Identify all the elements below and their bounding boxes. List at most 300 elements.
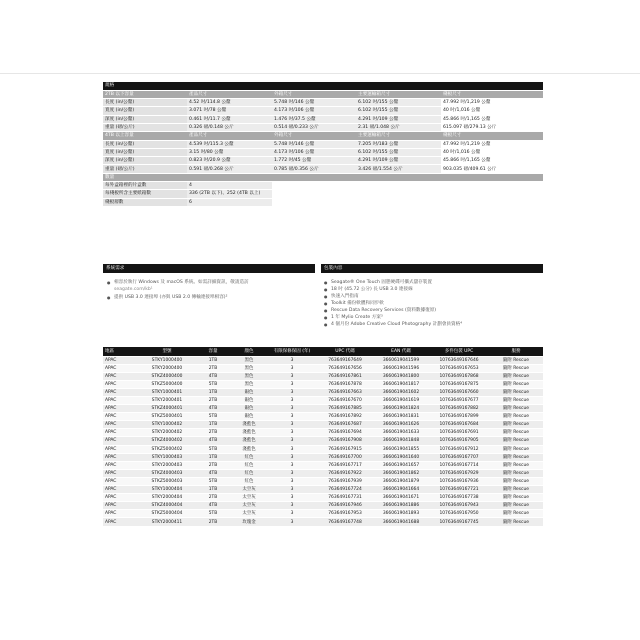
- product-column-header: 有限保修保固 (年): [267, 347, 317, 356]
- product-cell: 10763649167868: [429, 372, 489, 380]
- product-cell: 3: [267, 461, 317, 469]
- spec-row-label: 重量 (磅/公斤): [103, 165, 187, 173]
- product-cell: STKY2000403: [139, 461, 195, 469]
- box-content-text: 快速入門指南: [331, 294, 359, 299]
- product-cell: STKZ5000404: [139, 510, 195, 518]
- product-column-header: 多件包裝 UPC: [429, 347, 489, 356]
- table-row: [103, 510, 543, 518]
- product-cell: 3: [267, 421, 317, 429]
- product-cell: 3660619041602: [373, 388, 429, 396]
- product-cell: 3: [267, 494, 317, 502]
- product-cell: APAC: [103, 388, 139, 396]
- product-cell: 763649167656: [317, 364, 373, 372]
- table-row: [103, 364, 543, 372]
- table-row: [103, 421, 543, 429]
- product-cell: STKY1000404: [139, 486, 195, 494]
- product-cell: 黑色: [231, 364, 267, 372]
- product-cell: 3660619041596: [373, 364, 429, 372]
- product-cell: 10763649167721: [429, 486, 489, 494]
- product-cell: APAC: [103, 372, 139, 380]
- product-cell: 隨附 Rescue: [489, 396, 543, 404]
- product-cell: 3: [267, 413, 317, 421]
- product-cell: 隨附 Rescue: [489, 453, 543, 461]
- bullet-icon: ●: [107, 280, 111, 285]
- spec-row: [103, 115, 543, 123]
- table-row: [103, 518, 543, 526]
- product-cell: 5TB: [195, 477, 231, 485]
- product-cell: 3: [267, 477, 317, 485]
- spec-row: [103, 148, 543, 156]
- spec-cell: 4.173 吋/106 公釐: [272, 148, 356, 156]
- product-cell: 3660619041886: [373, 502, 429, 510]
- box-contents-list: [323, 280, 541, 329]
- product-column-header: EAN 代碼: [373, 347, 429, 356]
- spec-section-small-label: 2TB 以下容量: [103, 90, 187, 98]
- product-cell: 2TB: [195, 518, 231, 526]
- table-row: [103, 461, 543, 469]
- spec-cell: 6.102 吋/155 公釐: [356, 99, 441, 107]
- product-cell: APAC: [103, 405, 139, 413]
- product-cell: 3: [267, 518, 317, 526]
- bullet-icon: ●: [107, 295, 111, 300]
- spec-cell: 2.31 磅/1.048 公斤: [356, 123, 441, 131]
- product-cell: 3: [267, 388, 317, 396]
- product-cell: 4TB: [195, 437, 231, 445]
- table-row: [103, 437, 543, 445]
- product-cell: APAC: [103, 469, 139, 477]
- product-cell: STKY1000401: [139, 388, 195, 396]
- spec-cell: 4.539 吋/115.3 公釐: [187, 140, 272, 148]
- spec-cell: 3.15 吋/80 公釐: [187, 148, 272, 156]
- spec-column-header: 主要運輸箱尺寸: [356, 90, 441, 98]
- product-cell: 銀色: [231, 396, 267, 404]
- product-cell: 2TB: [195, 494, 231, 502]
- box-content-item: [323, 294, 541, 301]
- product-cell: 隨附 Rescue: [489, 372, 543, 380]
- system-requirements-heading: 系統需求: [103, 264, 315, 273]
- product-cell: STKZ5000403: [139, 477, 195, 485]
- product-cell: 隨附 Rescue: [489, 477, 543, 485]
- system-requirement-link: seagate.com/kb¹: [114, 286, 153, 292]
- spec-row-label: 每外盒箱裡的片盒數: [103, 182, 187, 190]
- product-cell: 3: [267, 502, 317, 510]
- product-cell: 3660619041688: [373, 518, 429, 526]
- product-cell: 10763649167714: [429, 461, 489, 469]
- product-cell: 太空灰: [231, 510, 267, 518]
- spec-row-label: 重量 (磅/公斤): [103, 123, 187, 131]
- table-row: [103, 372, 543, 380]
- product-cell: 10763649167905: [429, 437, 489, 445]
- product-cell: APAC: [103, 380, 139, 388]
- product-cell: STKY1000402: [139, 421, 195, 429]
- product-cell: APAC: [103, 364, 139, 372]
- product-cell: 太空灰: [231, 486, 267, 494]
- product-cell: 4TB: [195, 502, 231, 510]
- product-cell: 隨附 Rescue: [489, 380, 543, 388]
- product-cell: STKZ5000400: [139, 380, 195, 388]
- product-cell: 10763649167882: [429, 405, 489, 413]
- product-cell: 3: [267, 486, 317, 494]
- product-cell: APAC: [103, 356, 139, 364]
- product-cell: 3660619041800: [373, 372, 429, 380]
- box-content-item: [323, 322, 541, 329]
- spec-bulk-row: [103, 190, 543, 198]
- product-cell: APAC: [103, 413, 139, 421]
- product-column-header: UPC 代碼: [317, 347, 373, 356]
- product-cell: 1TB: [195, 388, 231, 396]
- product-cell: STKZ4000403: [139, 469, 195, 477]
- product-cell: 763649167953: [317, 510, 373, 518]
- product-cell: 10763649167738: [429, 494, 489, 502]
- product-cell: STKZ4000402: [139, 437, 195, 445]
- spec-cell: 4.291 吋/109 公釐: [356, 115, 441, 123]
- product-cell: 3: [267, 372, 317, 380]
- product-cell: 763649167946: [317, 502, 373, 510]
- product-cell: 紅色: [231, 477, 267, 485]
- spec-cell: 0.326 磅/0.148 公斤: [187, 123, 272, 131]
- spec-row-label: 深度 (in/公釐): [103, 157, 187, 165]
- product-cell: APAC: [103, 453, 139, 461]
- product-cell: 10763649167646: [429, 356, 489, 364]
- spec-cell: 4: [187, 182, 272, 190]
- spec-cell: 4.291 吋/109 公釐: [356, 157, 441, 165]
- product-cell: 5TB: [195, 510, 231, 518]
- product-cell: APAC: [103, 421, 139, 429]
- spec-cell: 4.52 吋/114.8 公釐: [187, 99, 272, 107]
- product-cell: 3660619041671: [373, 494, 429, 502]
- product-cell: 763649167731: [317, 494, 373, 502]
- product-cell: STKZ5000401: [139, 413, 195, 421]
- product-cell: APAC: [103, 494, 139, 502]
- product-cell: STKZ4000404: [139, 502, 195, 510]
- product-cell: APAC: [103, 518, 139, 526]
- product-cell: 10763649167899: [429, 413, 489, 421]
- product-cell: 3: [267, 429, 317, 437]
- product-cell: 763649167878: [317, 380, 373, 388]
- product-cell: 763649167724: [317, 486, 373, 494]
- spec-cell: 336 (2TB 以下)、252 (4TB 以上): [187, 190, 272, 198]
- box-content-item: [323, 315, 541, 322]
- product-cell: 10763649167677: [429, 396, 489, 404]
- table-row: [103, 429, 543, 437]
- spec-cell: 7.205 吋/183 公釐: [356, 140, 441, 148]
- box-content-item: [323, 287, 541, 294]
- spec-row-label: 長度 (in/公釐): [103, 99, 187, 107]
- product-cell: 隨附 Rescue: [489, 445, 543, 453]
- spec-cell: 0.823 吋/20.9 公釐: [187, 157, 272, 165]
- product-cell: 10763649167936: [429, 477, 489, 485]
- product-cell: 3660619041824: [373, 405, 429, 413]
- spec-bulk-section-label: 數量: [103, 173, 543, 181]
- product-cell: 10763649167745: [429, 518, 489, 526]
- product-cell: 3660619041817: [373, 380, 429, 388]
- product-cell: 2TB: [195, 461, 231, 469]
- product-cell: 隨附 Rescue: [489, 437, 543, 445]
- spec-bulk-section: [103, 173, 543, 181]
- product-cell: APAC: [103, 461, 139, 469]
- box-content-text: Rescue Data Recovery Services (資料數據復原): [331, 308, 437, 313]
- system-requirement-text: 相容於執行 Windows 及 macOS 系統。如需詳細資訊，敬請造訪: [114, 280, 249, 285]
- product-cell: 隨附 Rescue: [489, 469, 543, 477]
- product-cell: 3660619041640: [373, 453, 429, 461]
- product-cell: 763649167908: [317, 437, 373, 445]
- product-cell: 763649167663: [317, 388, 373, 396]
- product-cell: 10763649167691: [429, 429, 489, 437]
- product-cell: 3: [267, 510, 317, 518]
- product-cell: 3: [267, 356, 317, 364]
- spec-bulk-row: [103, 182, 543, 190]
- box-content-item: [323, 280, 541, 287]
- product-cell: 1TB: [195, 356, 231, 364]
- spec-row-label: 深度 (in/公釐): [103, 115, 187, 123]
- spec-column-header: 外箱尺寸: [272, 90, 356, 98]
- table-row: [103, 477, 543, 485]
- product-cell: 紅色: [231, 453, 267, 461]
- spec-cell: 615.097 磅/279.13 公斤: [441, 123, 543, 131]
- spec-section-small: [103, 90, 543, 98]
- product-cell: 玫瑰金: [231, 518, 267, 526]
- product-cell: 隨附 Rescue: [489, 494, 543, 502]
- box-content-text: Seagate® One Touch 固態硬碟可攜式儲存裝置: [331, 280, 432, 285]
- product-cell: 3660619041879: [373, 477, 429, 485]
- product-cell: 隨附 Rescue: [489, 486, 543, 494]
- spec-column-header: 主要運輸箱尺寸: [356, 132, 441, 140]
- table-row: [103, 494, 543, 502]
- product-cell: 3: [267, 396, 317, 404]
- product-cell: 2TB: [195, 429, 231, 437]
- product-cell: 黑色: [231, 356, 267, 364]
- box-content-item: [323, 301, 541, 308]
- spec-column-header: 棧板尺寸: [441, 132, 543, 140]
- spec-cell: 0.461 吋/11.7 公釐: [187, 115, 272, 123]
- product-cell: STKZ5000402: [139, 445, 195, 453]
- top-divider: [0, 73, 640, 74]
- product-column-header: 容量: [195, 347, 231, 356]
- spec-table: [103, 82, 543, 207]
- product-cell: 3: [267, 469, 317, 477]
- product-cell: 銀色: [231, 388, 267, 396]
- product-cell: STKY2000402: [139, 429, 195, 437]
- spec-section-large-label: 4TB 以上容量: [103, 132, 187, 140]
- product-cell: 3660619041664: [373, 486, 429, 494]
- product-cell: 5TB: [195, 380, 231, 388]
- table-row: [103, 469, 543, 477]
- product-cell: 3660619041619: [373, 396, 429, 404]
- spec-title-label: 規格: [103, 82, 543, 90]
- product-cell: STKZ4000401: [139, 405, 195, 413]
- spec-cell: 5.748 吋/146 公釐: [272, 140, 356, 148]
- product-cell: 隨附 Rescue: [489, 429, 543, 437]
- spec-column-header: 產品尺寸: [187, 90, 272, 98]
- spec-row-label: 棧板層數: [103, 198, 187, 206]
- spec-row: [103, 157, 543, 165]
- product-cell: 10763649167912: [429, 445, 489, 453]
- spec-column-header: 外箱尺寸: [272, 132, 356, 140]
- bullet-icon: ●: [324, 308, 328, 313]
- product-cell: 10763649167943: [429, 502, 489, 510]
- spec-cell: 40 吋/1,016 公釐: [441, 148, 543, 156]
- product-cell: 3: [267, 445, 317, 453]
- product-column-header: 顏色: [231, 347, 267, 356]
- spec-cell: 1.476 吋/37.5 公釐: [272, 115, 356, 123]
- product-table: [103, 347, 543, 526]
- product-cell: 10763649167875: [429, 380, 489, 388]
- product-cell: 763649167922: [317, 469, 373, 477]
- spec-cell: 47.992 吋/1,219 公釐: [441, 140, 543, 148]
- product-cell: 5TB: [195, 413, 231, 421]
- product-cell: 763649167717: [317, 461, 373, 469]
- product-cell: STKY1000403: [139, 453, 195, 461]
- product-cell: 3660619041893: [373, 510, 429, 518]
- product-cell: 隨附 Rescue: [489, 356, 543, 364]
- product-cell: 1TB: [195, 421, 231, 429]
- product-cell: STKY2000400: [139, 364, 195, 372]
- spec-row-label: 每棧板所含主要紙箱數: [103, 190, 187, 198]
- bullet-icon: ●: [324, 301, 328, 306]
- spec-cell: 45.866 吋/1,165 公釐: [441, 115, 543, 123]
- table-row: [103, 445, 543, 453]
- table-row: [103, 388, 543, 396]
- product-cell: 銀色: [231, 405, 267, 413]
- spec-title: [103, 82, 543, 90]
- bullet-icon: ●: [324, 315, 328, 320]
- product-cell: 3660619041657: [373, 461, 429, 469]
- table-row: [103, 502, 543, 510]
- spec-empty-cell: [272, 182, 543, 190]
- spec-empty-cell: [272, 198, 543, 206]
- product-cell: APAC: [103, 396, 139, 404]
- product-cell: 3: [267, 405, 317, 413]
- bullet-icon: ●: [324, 294, 328, 299]
- spec-cell: 47.992 吋/1,219 公釐: [441, 99, 543, 107]
- product-cell: 隨附 Rescue: [489, 364, 543, 372]
- spec-cell: 4.173 吋/106 公釐: [272, 107, 356, 115]
- product-cell: 隨附 Rescue: [489, 461, 543, 469]
- table-row: [103, 356, 543, 364]
- product-cell: 1TB: [195, 486, 231, 494]
- product-cell: 10763649167929: [429, 469, 489, 477]
- system-requirements-list: [106, 280, 312, 304]
- product-cell: 4TB: [195, 469, 231, 477]
- product-cell: 黑色: [231, 380, 267, 388]
- product-cell: 3: [267, 364, 317, 372]
- table-row: [103, 413, 543, 421]
- product-cell: STKY2000404: [139, 494, 195, 502]
- spec-row: [103, 99, 543, 107]
- product-cell: 2TB: [195, 364, 231, 372]
- product-cell: 10763649167660: [429, 388, 489, 396]
- product-cell: STKY2000401: [139, 396, 195, 404]
- product-column-header: 型號: [139, 347, 195, 356]
- product-cell: APAC: [103, 510, 139, 518]
- box-content-text: 18 吋 (45.72 公分) 長 USB 3.0 連接線: [331, 287, 413, 292]
- product-cell: 淺藍色: [231, 429, 267, 437]
- spec-cell: 40 吋/1,016 公釐: [441, 107, 543, 115]
- product-cell: 淺藍色: [231, 421, 267, 429]
- spec-row: [103, 123, 543, 131]
- product-cell: STKY1000400: [139, 356, 195, 364]
- product-cell: 3660619041633: [373, 429, 429, 437]
- table-row: [103, 453, 543, 461]
- spec-row: [103, 165, 543, 173]
- product-cell: 10763649167684: [429, 421, 489, 429]
- spec-column-header: 棧板尺寸: [441, 90, 543, 98]
- product-cell: 3: [267, 380, 317, 388]
- product-cell: 3660619041848: [373, 437, 429, 445]
- product-cell: 763649167687: [317, 421, 373, 429]
- table-row: [103, 405, 543, 413]
- product-cell: 2TB: [195, 396, 231, 404]
- product-cell: APAC: [103, 445, 139, 453]
- product-cell: 763649167670: [317, 396, 373, 404]
- spec-cell: 6.102 吋/155 公釐: [356, 148, 441, 156]
- product-cell: 隨附 Rescue: [489, 421, 543, 429]
- product-cell: APAC: [103, 502, 139, 510]
- product-cell: 763649167939: [317, 477, 373, 485]
- spec-row: [103, 107, 543, 115]
- product-cell: STKY2000411: [139, 518, 195, 526]
- spec-cell: 6: [187, 198, 272, 206]
- product-cell: 3660619041831: [373, 413, 429, 421]
- product-cell: 3: [267, 453, 317, 461]
- spec-column-header: 產品尺寸: [187, 132, 272, 140]
- spec-cell: 3.426 磅/1.554 公斤: [356, 165, 441, 173]
- box-content-item: [323, 308, 541, 315]
- product-cell: 紅色: [231, 469, 267, 477]
- spec-cell: 5.748 吋/146 公釐: [272, 99, 356, 107]
- product-cell: 4TB: [195, 372, 231, 380]
- spec-cell: 3.071 吋/78 公釐: [187, 107, 272, 115]
- product-cell: 10763649167707: [429, 453, 489, 461]
- product-column-header: 服務: [489, 347, 543, 356]
- spec-section-large: [103, 132, 543, 140]
- product-cell: APAC: [103, 437, 139, 445]
- product-cell: 隨附 Rescue: [489, 502, 543, 510]
- table-row: [103, 396, 543, 404]
- spec-row-label: 長度 (in/公釐): [103, 140, 187, 148]
- spec-row: [103, 140, 543, 148]
- bullet-icon: ●: [324, 322, 328, 327]
- product-cell: 銀色: [231, 413, 267, 421]
- product-cell: 隨附 Rescue: [489, 413, 543, 421]
- product-cell: 3660619041862: [373, 469, 429, 477]
- product-cell: 10763649167950: [429, 510, 489, 518]
- product-cell: 763649167861: [317, 372, 373, 380]
- box-contents-heading: 包裝內容: [321, 264, 543, 273]
- spec-row-label: 寬度 (in/公釐): [103, 148, 187, 156]
- spec-cell: 6.102 吋/155 公釐: [356, 107, 441, 115]
- system-requirement-item: [106, 280, 312, 293]
- product-cell: 10763649167653: [429, 364, 489, 372]
- spec-cell: 45.866 吋/1,165 公釐: [441, 157, 543, 165]
- product-cell: APAC: [103, 429, 139, 437]
- box-content-text: 4 個月份 Adobe Creative Cloud Photography 計劃會員資格⁴: [331, 322, 463, 327]
- spec-cell: 0.785 磅/0.356 公斤: [272, 165, 356, 173]
- product-cell: APAC: [103, 486, 139, 494]
- product-cell: 太空灰: [231, 494, 267, 502]
- product-cell: 3660619041599: [373, 356, 429, 364]
- product-cell: 3660619041626: [373, 421, 429, 429]
- product-cell: 紅色: [231, 461, 267, 469]
- product-cell: 3: [267, 437, 317, 445]
- bullet-icon: ●: [324, 287, 328, 292]
- product-cell: 隨附 Rescue: [489, 388, 543, 396]
- box-content-text: Toolkit 備份軟體和同步軟: [331, 301, 384, 306]
- spec-empty-cell: [272, 190, 543, 198]
- table-row: [103, 380, 543, 388]
- product-cell: 763649167694: [317, 429, 373, 437]
- product-cell: 太空灰: [231, 502, 267, 510]
